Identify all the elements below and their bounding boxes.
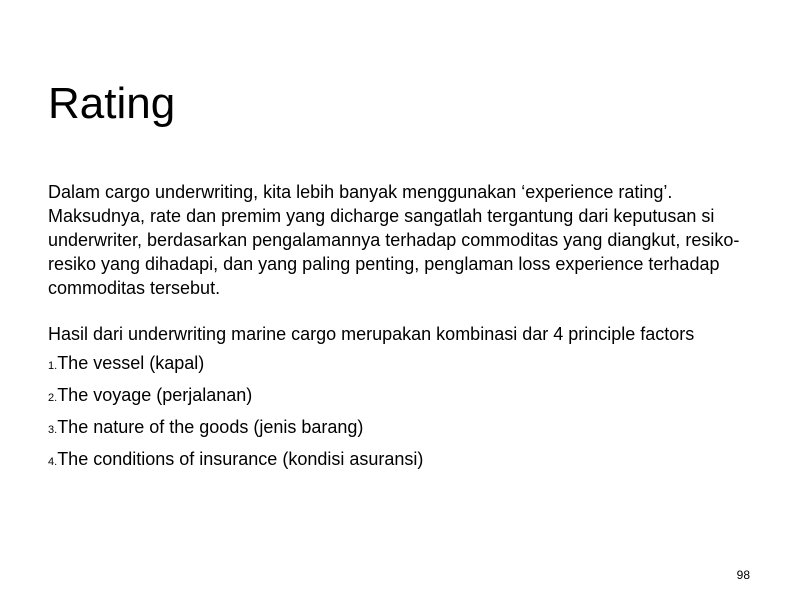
page-number: 98 — [736, 568, 750, 582]
list-item — [48, 351, 768, 378]
list-item-number: 3. — [48, 424, 58, 436]
list-item-text: The vessel (kapal) — [57, 353, 205, 373]
principle-factors-paragraph: Hasil dari underwriting marine cargo merupakan kombinasi dar 4 principle factors — [48, 324, 695, 344]
slide-body — [48, 180, 768, 479]
list-item — [48, 415, 768, 442]
list-item — [48, 383, 768, 410]
slide-title: Rating — [48, 79, 176, 128]
principle-factors-list — [48, 351, 768, 474]
list-item-text: The voyage (perjalanan) — [57, 385, 253, 405]
list-item-number: 2. — [48, 392, 58, 404]
list-item-text: The conditions of insurance (kondisi asuransi) — [57, 449, 424, 469]
list-item-number: 4. — [48, 456, 58, 468]
list-item — [48, 447, 768, 474]
list-item-number: 1. — [48, 360, 58, 372]
experience-rating-paragraph: Dalam cargo underwriting, kita lebih banyak menggunakan ‘experience rating’. Maksudnya, rate dan premim yang dicharge sangatlah tergantung dari keputusan si underwriter, berdasarkan pengalamannya terhadap commoditas yang diangkut, resiko-resiko yang dihadapi, dan yang paling penting, penglaman loss experience terhadap commoditas tersebut. — [48, 182, 740, 298]
list-item-text: The nature of the goods (jenis barang) — [57, 417, 364, 437]
